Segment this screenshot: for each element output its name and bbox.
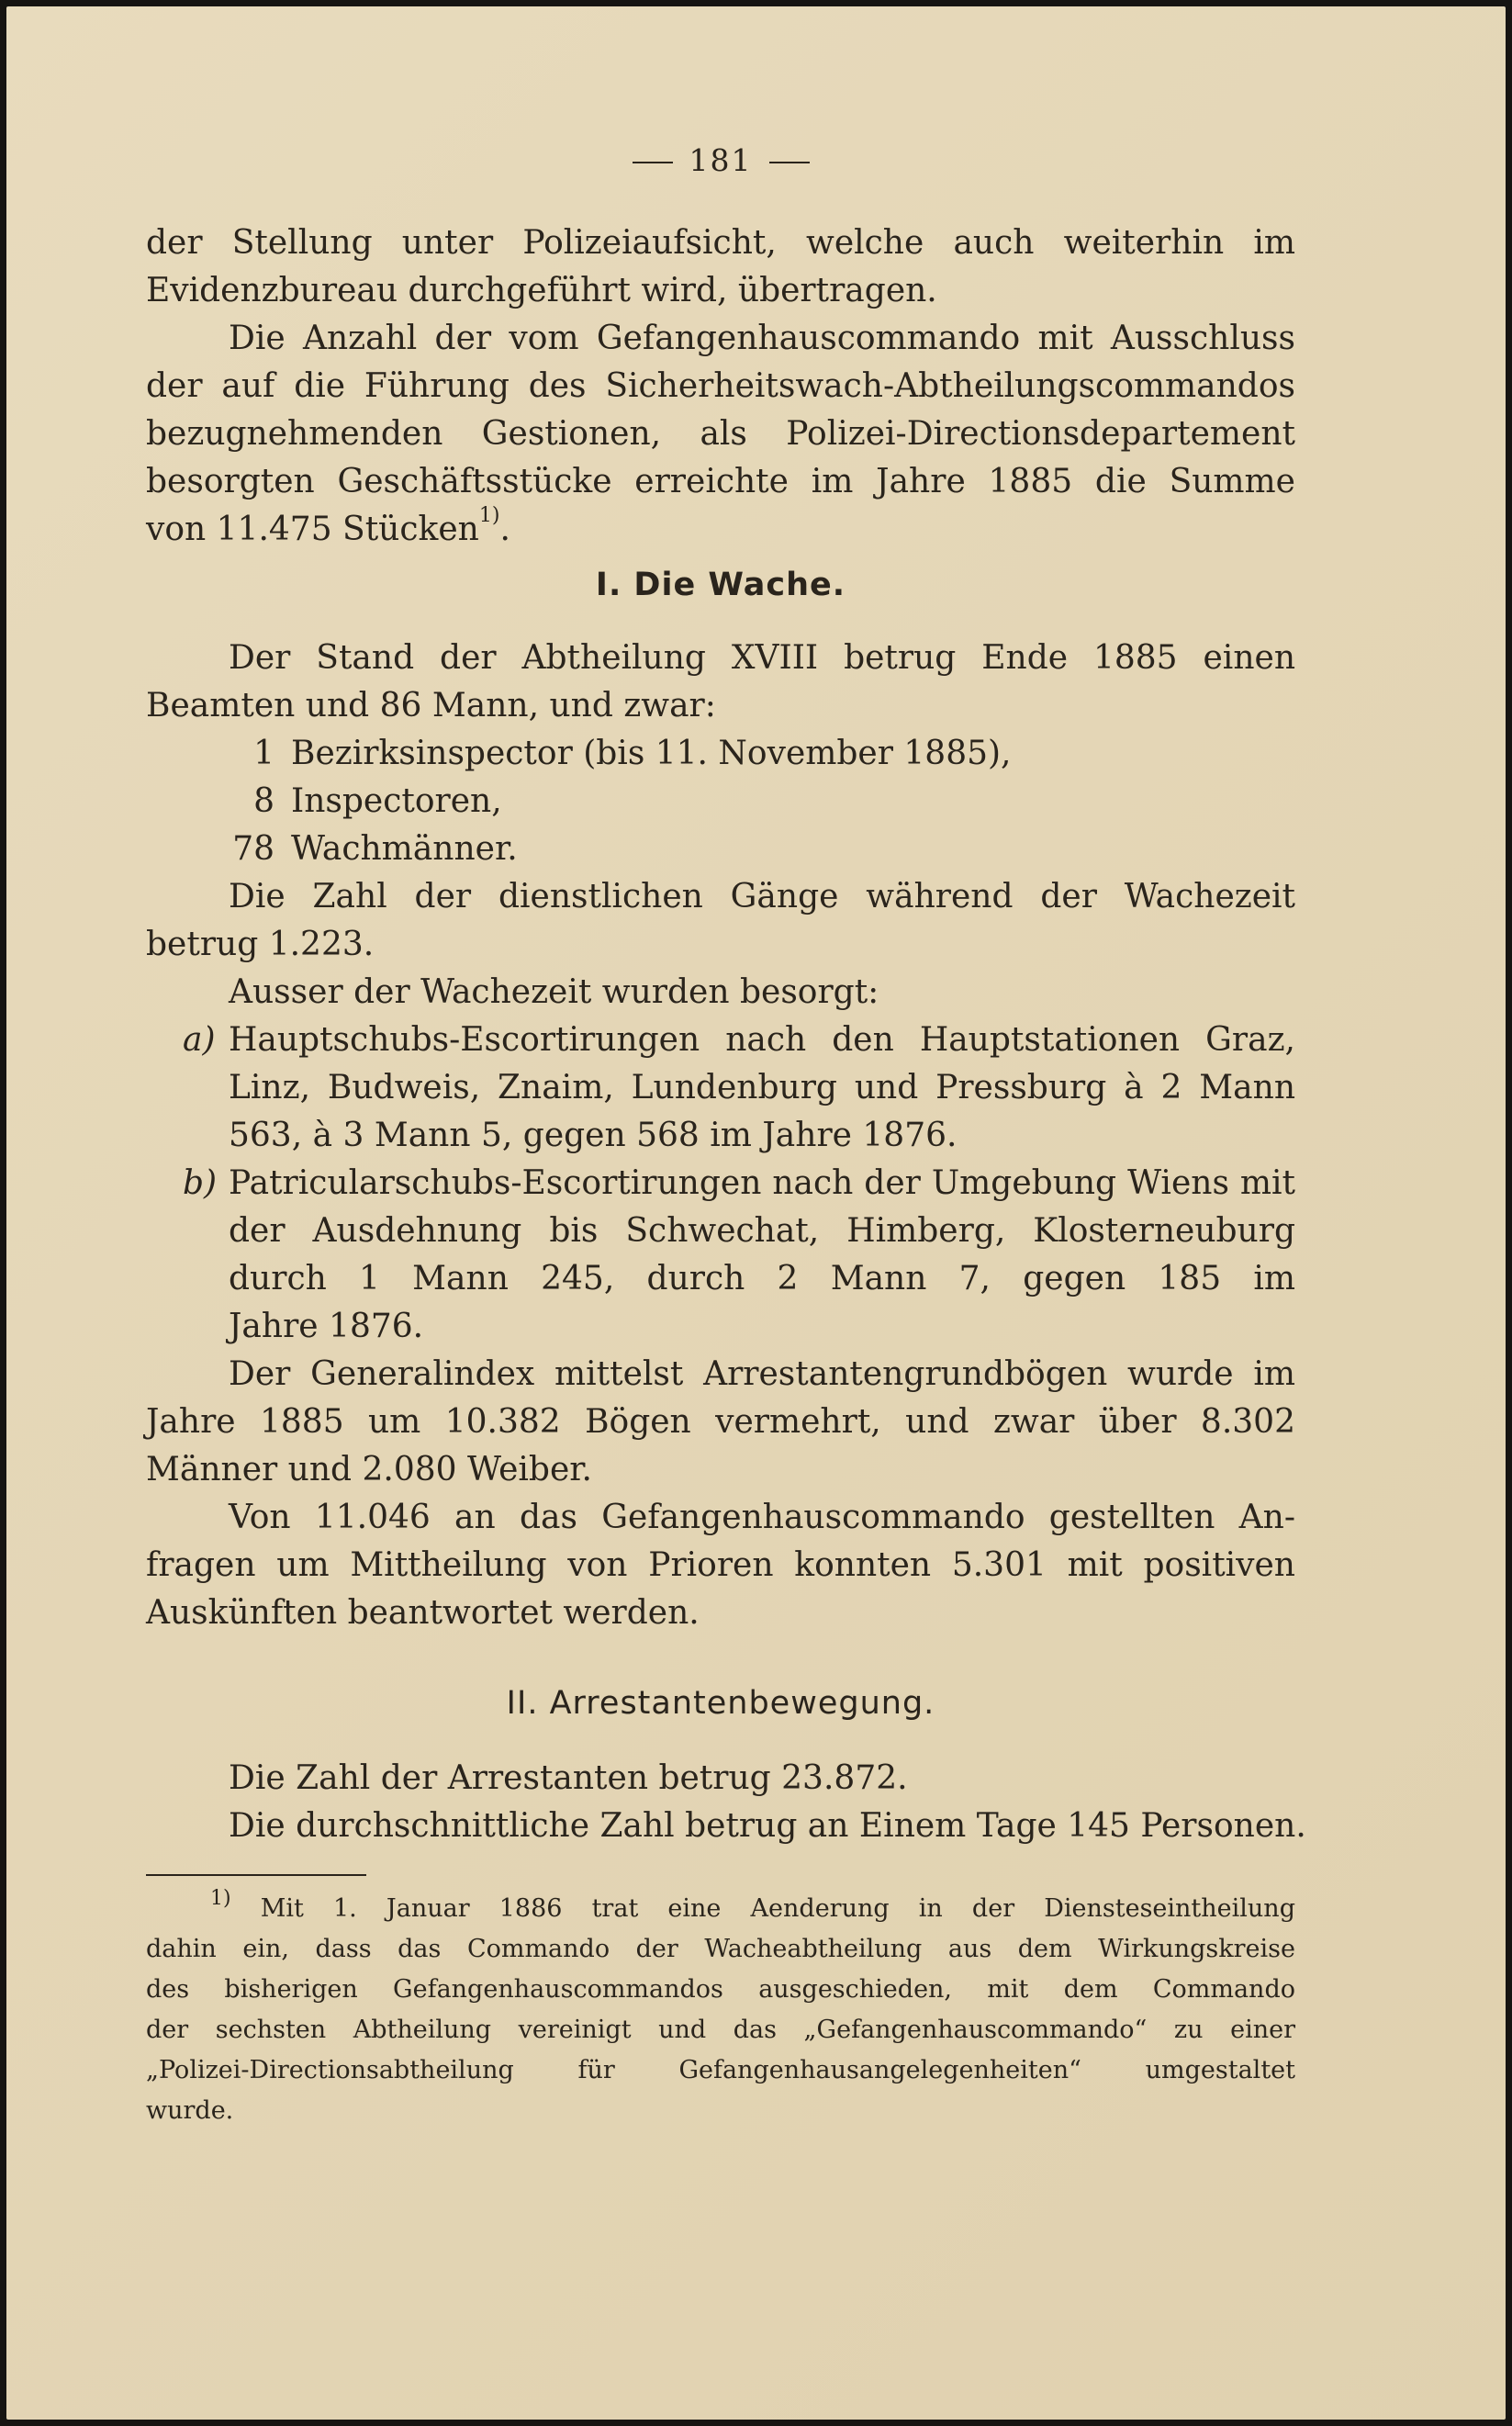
staff-count: 8 [253,782,274,820]
list-item [229,1016,1295,1160]
list-item-label: a) [183,1021,216,1059]
text-line: Evidenzbureau durchgeführt wird, übertragen. [146,272,937,309]
text-line: Linz, Budweis, Znaim, Lundenburg und Pressburg à 2 Mann [229,1069,1295,1106]
text-line: Von 11.046 an das Gefangenhauscommando gestellten An- [229,1499,1295,1536]
text-line: besorgten Geschäftsstücke erreichte im Jahre 1885 die Summe [146,463,1295,500]
text-line: Ausser der Wachezeit wurden besorgt: [229,973,879,1011]
paragraph-intro [146,219,1295,315]
text-line: Der Stand der Abtheilung XVIII betrug Ende 1885 einen [229,639,1295,677]
list-item-label: b) [183,1164,218,1202]
paragraph-generalindex [146,1351,1295,1494]
text-line: betrug 1.223. [146,926,375,963]
text-line: 563, à 3 Mann 5, gegen 568 im Jahre 1876. [229,1117,958,1154]
text-line: der auf die Führung des Sicherheitswach-Abtheilungscommandos [146,367,1295,405]
text-line: der Stellung unter Polizeiaufsicht, welche auch weiterhin im [146,224,1295,262]
text-line: Männer und 2.080 Weiber. [146,1451,592,1488]
text-line: Die Anzahl der vom Gefangenhauscommando mit Ausschluss [229,320,1295,357]
staff-row [201,826,518,873]
text-line-part: von 11.475 Stücken [146,511,479,548]
text-line: der Ausdehnung bis Schwechat, Himberg, Klosterneuburg [229,1212,1295,1250]
paragraph-arrestanten [146,1755,1295,1803]
footnote-mark: 1) [210,1887,231,1910]
staff-row [201,778,502,826]
text-line: Der Generalindex mittelst Arrestantengrundbögen wurde im [229,1355,1295,1393]
text-line: Die Zahl der Arrestanten betrug 23.872. [229,1759,908,1797]
text-line: Jahre 1876. [229,1308,424,1345]
text-line: Die Zahl der dienstlichen Gänge während der Wachezeit [229,878,1295,915]
text-line: durch 1 Mann 245, durch 2 Mann 7, gegen 185 im [229,1260,1295,1297]
page-sheet [6,6,1506,2420]
text-line: bezugnehmenden Gestionen, als Polizei-Directionsdepartement [146,415,1295,453]
section-heading-wache: I. Die Wache. [595,567,846,603]
text-line: Hauptschubs-Escortirungen nach den Hauptstationen Graz, [229,1021,1295,1059]
staff-count: 1 [253,735,274,772]
footnote [146,1889,1295,2131]
page-number-value: 181 [689,142,753,178]
staff-count: 78 [232,830,274,868]
section-heading-arrestantenbewegung: II. Arrestantenbewegung. [506,1685,935,1722]
text-line: „Polizei-Directionsabtheilung für Gefangenhausangelegenheiten“ umgestaltet [146,2056,1295,2084]
text-line: des bisherigen Gefangenhauscommandos ausgeschieden, mit dem Commando [146,1975,1295,2004]
footnote-reference: 1) [478,504,500,527]
text-line: der sechsten Abtheilung vereinigt und das „Gefangenhauscommando“ zu einer [146,2016,1295,2044]
text-line: dahin ein, dass das Commando der Wacheabtheilung aus dem Wirkungskreise [146,1935,1295,1963]
list-item [229,1160,1295,1351]
text-line-part: Mit 1. Januar 1886 trat eine Aenderung in der Diensteseintheilung [260,1894,1295,1923]
paragraph-stand [146,635,1295,730]
text-line [146,1889,1295,1929]
staff-row [201,730,1012,778]
page-number [146,142,1295,178]
dash-right [769,162,810,163]
text-line: Beamten und 86 Mann, und zwar: [146,687,716,724]
paragraph-anfragen [146,1494,1295,1637]
dash-left [633,162,673,163]
text-line: wurde. [146,2096,234,2125]
text-line: von 11.475 Stücken$^{1)}$. [146,504,510,548]
paragraph-gaenge [146,873,1295,969]
paragraph-ausser [146,969,1295,1016]
text-line: Jahre 1885 um 10.382 Bögen vermehrt, und zwar über 8.302 [146,1403,1295,1441]
text-line: Auskünften beantwortet werden. [146,1594,700,1632]
text-line: Patricularschubs-Escortirungen nach der Umgebung Wiens mit [229,1164,1295,1202]
staff-label: Inspectoren, [291,782,502,820]
staff-label: Bezirksinspector (bis 11. November 1885), [291,735,1012,772]
paragraph-anzahl [146,315,1295,554]
text-line: Die durchschnittliche Zahl betrug an Einem Tage 145 Personen. [229,1807,1306,1845]
staff-label: Wachmänner. [291,830,518,868]
text-line: fragen um Mittheilung von Prioren konnten 5.301 mit positiven [146,1546,1295,1584]
footnote-divider [146,1874,366,1876]
paragraph-durchschnitt [146,1803,1306,1850]
